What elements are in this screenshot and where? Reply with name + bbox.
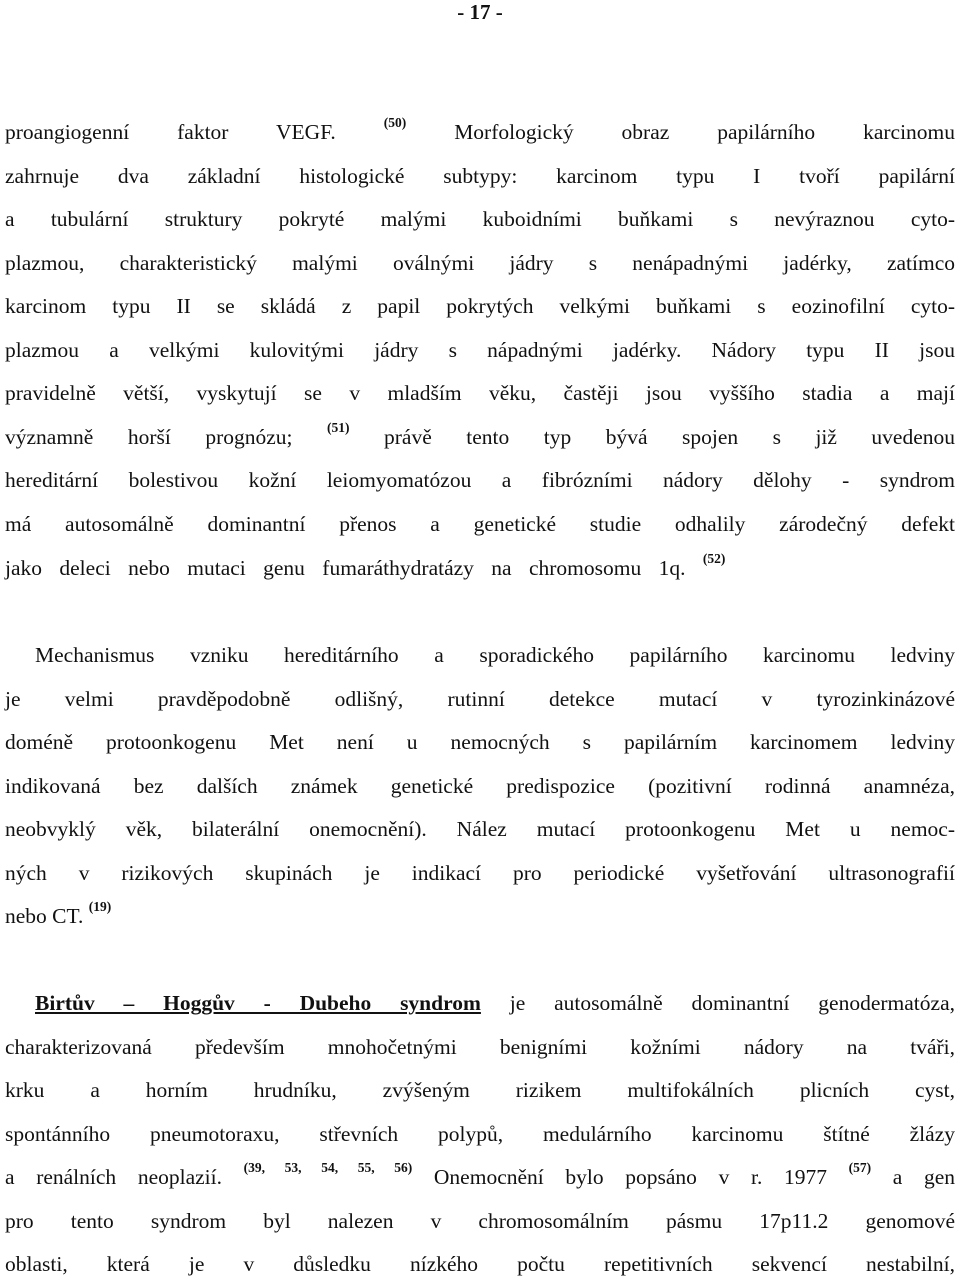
text-line: doméně protoonkogenu Met není u nemocných s papilárním karcinomem ledviny bbox=[5, 730, 955, 754]
text-line: oblasti, která je v důsledku nízkého počtu repetitivních sekvencí nestabilní, bbox=[5, 1252, 955, 1276]
citation-ref: (57) bbox=[848, 1160, 872, 1175]
citation-ref: (52) bbox=[702, 551, 726, 566]
text-line: charakterizovaná především mnohočetnými benigními kožními nádory na tváři, bbox=[5, 1035, 955, 1059]
text-line: Birtův – Hoggův - Dubeho syndrom je autosomálně dominantní genodermatóza, bbox=[35, 991, 955, 1015]
citation-ref: (50) bbox=[383, 115, 407, 130]
text-line: je velmi pravděpodobně odlišný, rutinní detekce mutací v tyrozinkinázové bbox=[5, 687, 955, 711]
text-line: zahrnuje dva základní histologické subtypy: karcinom typu I tvoří papilární bbox=[5, 164, 955, 188]
page-number: - 17 - bbox=[457, 0, 503, 24]
text-line: spontánního pneumotoraxu, střevních polypů, medulárního karcinomu štítné žlázy bbox=[5, 1122, 955, 1146]
text-line: a renálních neoplazií. $^{(39, 53, 54, 55, 56)}$ Onemocnění bylo popsáno v r. 1977 $^{(57)}$ a gen bbox=[5, 1160, 956, 1189]
text-line: nebo CT. $^{(19)}$ bbox=[5, 899, 112, 928]
text-line: indikovaná bez dalších známek genetické predispozice (pozitivní rodinná anamnéza, bbox=[5, 774, 955, 798]
citation-ref: (19) bbox=[88, 899, 112, 914]
text-line: pravidelně větší, vyskytují se v mladším věku, častěji jsou vyššího stadia a mají bbox=[5, 381, 955, 405]
text-line: a tubulární struktury pokryté malými kuboidními buňkami s nevýraznou cyto- bbox=[5, 207, 955, 231]
citation-ref: (51) bbox=[327, 420, 350, 435]
text-line: ných v rizikových skupinách je indikací pro periodické vyšetřování ultrasonografií bbox=[5, 861, 955, 885]
citation-ref: (39, 53, 54, 55, 56) bbox=[243, 1160, 413, 1175]
text-line: má autosomálně dominantní přenos a genetické studie odhalily zárodečný defekt bbox=[5, 512, 955, 536]
text-line: hereditární bolestivou kožní leiomyomatózou a fibrózními nádory dělohy - syndrom bbox=[5, 468, 955, 492]
text-line: jako deleci nebo mutaci genu fumaráthydratázy na chromosomu 1q. $^{(52)}$ bbox=[5, 551, 726, 580]
text-line: pro tento syndrom byl nalezen v chromosomálním pásmu 17p11.2 genomové bbox=[5, 1209, 955, 1233]
section-title: Birtův – Hoggův - Dubeho syndrom bbox=[35, 991, 481, 1015]
text-line: krku a horním hrudníku, zvýšeným rizikem multifokálních plicních cyst, bbox=[5, 1078, 955, 1102]
text-line: proangiogenní faktor VEGF. $^{(50)}$ Morfologický obraz papilárního karcinomu bbox=[5, 115, 956, 144]
text-line: plazmou, charakteristický malými oválnými jádry s nenápadnými jadérky, zatímco bbox=[5, 251, 955, 275]
text-line: významně horší prognózu; $^{(51)}$ právě tento typ bývá spojen s již uvedenou bbox=[5, 420, 956, 449]
text-line: neobvyklý věk, bilaterální onemocnění). Nález mutací protoonkogenu Met u nemoc- bbox=[5, 817, 955, 841]
text-line: plazmou a velkými kulovitými jádry s nápadnými jadérky. Nádory typu II jsou bbox=[5, 338, 955, 362]
text-line: Mechanismus vzniku hereditárního a sporadického papilárního karcinomu ledviny bbox=[35, 643, 955, 667]
text-line: karcinom typu II se skládá z papil pokrytých velkými buňkami s eozinofilní cyto- bbox=[5, 294, 955, 318]
